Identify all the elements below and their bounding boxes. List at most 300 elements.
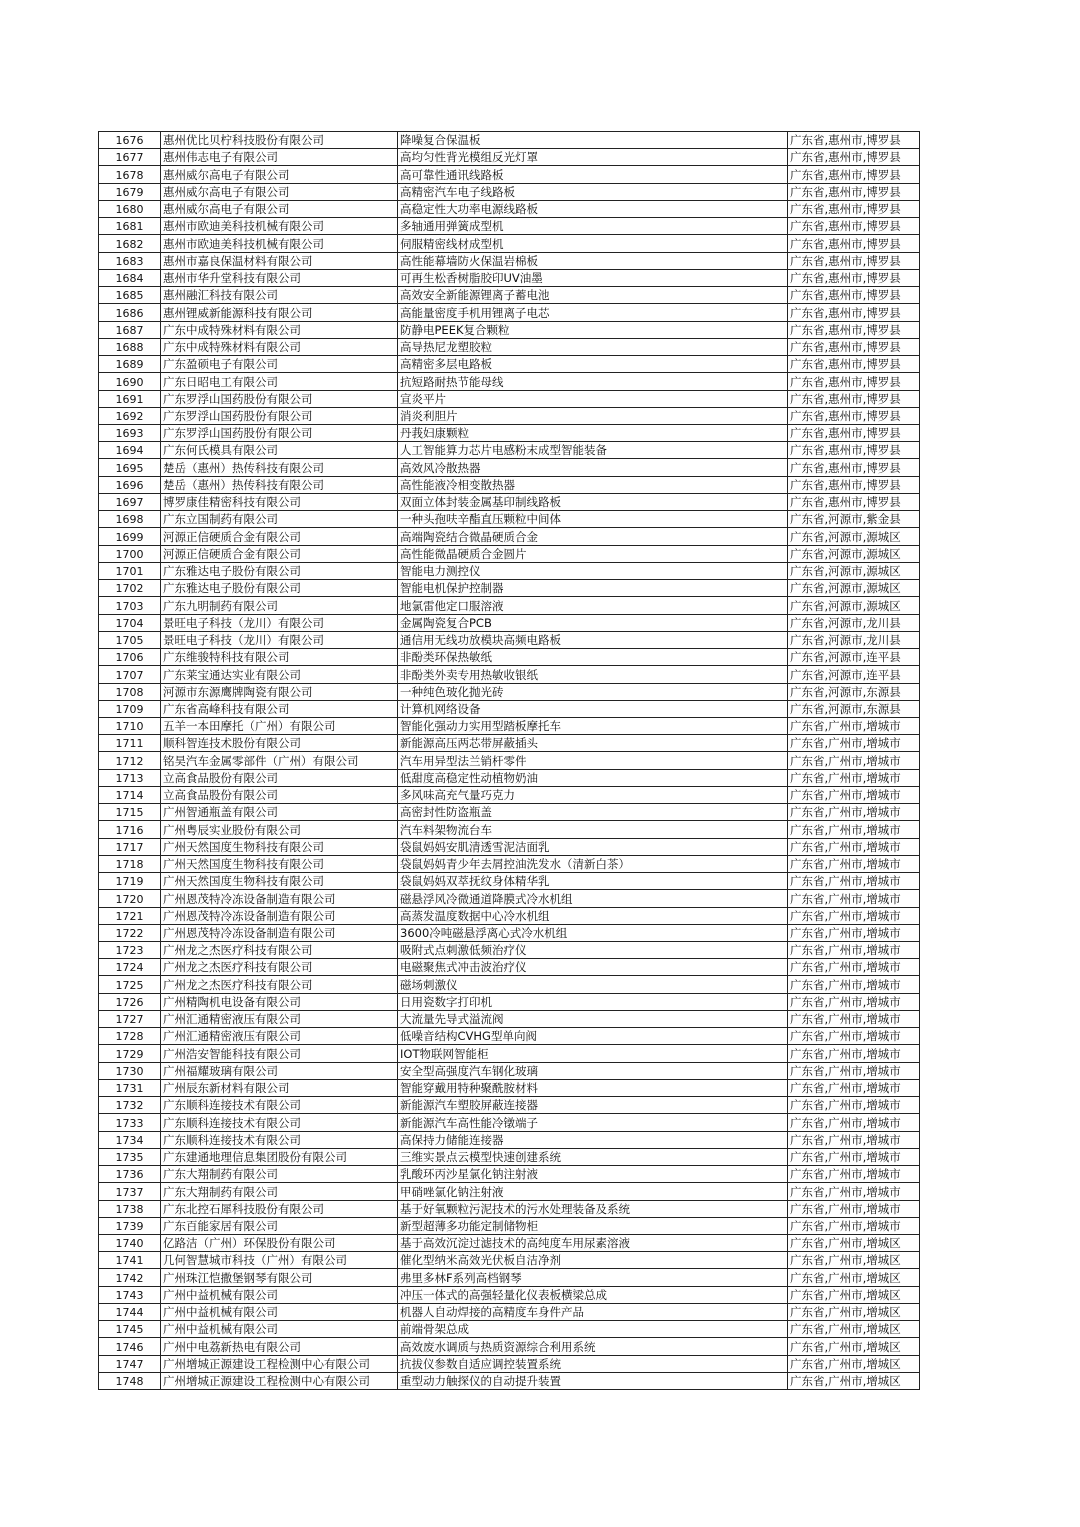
location-cell: 广东省,河源市,东源县 xyxy=(788,683,920,700)
row-number-cell: 1730 xyxy=(99,1062,161,1079)
table-row xyxy=(99,1131,920,1148)
table-row xyxy=(99,200,920,217)
table-row xyxy=(99,855,920,872)
product-name-cell: 基于高效沉淀过滤技术的高纯度车用尿素溶液 xyxy=(398,1235,788,1252)
product-name-cell: 非酚类环保热敏纸 xyxy=(398,649,788,666)
row-number-cell: 1687 xyxy=(99,321,161,338)
table-row xyxy=(99,1355,920,1372)
location-cell: 广东省,广州市,增城区 xyxy=(788,1269,920,1286)
location-cell: 广东省,广州市,增城市 xyxy=(788,786,920,803)
row-number-cell: 1690 xyxy=(99,373,161,390)
table-row xyxy=(99,769,920,786)
table-row xyxy=(99,1045,920,1062)
location-cell: 广东省,广州市,增城市 xyxy=(788,717,920,734)
company-name-cell: 博罗康佳精密科技有限公司 xyxy=(161,493,398,510)
company-name-cell: 广东大翔制药有限公司 xyxy=(161,1183,398,1200)
row-number-cell: 1688 xyxy=(99,338,161,355)
product-name-cell: 机器人自动焊接的高精度车身件产品 xyxy=(398,1303,788,1320)
table-row xyxy=(99,373,920,390)
product-name-cell: 日用瓷数字打印机 xyxy=(398,993,788,1010)
row-number-cell: 1710 xyxy=(99,717,161,734)
company-name-cell: 广东顺科连接技术有限公司 xyxy=(161,1131,398,1148)
company-name-cell: 广东维骏特科技有限公司 xyxy=(161,649,398,666)
row-number-cell: 1713 xyxy=(99,769,161,786)
table-row xyxy=(99,1010,920,1027)
row-number-cell: 1735 xyxy=(99,1148,161,1165)
product-name-cell: 汽车用异型法兰销杆零件 xyxy=(398,752,788,769)
row-number-cell: 1743 xyxy=(99,1286,161,1303)
company-name-cell: 楚岳（惠州）热传科技有限公司 xyxy=(161,476,398,493)
company-name-cell: 景旺电子科技（龙川）有限公司 xyxy=(161,631,398,648)
row-number-cell: 1744 xyxy=(99,1303,161,1320)
row-number-cell: 1693 xyxy=(99,424,161,441)
location-cell: 广东省,河源市,连平县 xyxy=(788,666,920,683)
row-number-cell: 1681 xyxy=(99,218,161,235)
row-number-cell: 1733 xyxy=(99,1114,161,1131)
location-cell: 广东省,河源市,源城区 xyxy=(788,580,920,597)
product-name-cell: 一种纯色玻化抛光砖 xyxy=(398,683,788,700)
row-number-cell: 1716 xyxy=(99,821,161,838)
location-cell: 广东省,广州市,增城市 xyxy=(788,1079,920,1096)
table-row xyxy=(99,459,920,476)
company-name-cell: 惠州威尔高电子有限公司 xyxy=(161,200,398,217)
row-number-cell: 1689 xyxy=(99,356,161,373)
product-name-cell: 非酚类外卖专用热敏收银纸 xyxy=(398,666,788,683)
table-row xyxy=(99,287,920,304)
company-name-cell: 惠州市华升堂科技有限公司 xyxy=(161,269,398,286)
row-number-cell: 1731 xyxy=(99,1079,161,1096)
company-name-cell: 广东罗浮山国药股份有限公司 xyxy=(161,424,398,441)
product-name-cell: 高效废水调质与热质资源综合利用系统 xyxy=(398,1338,788,1355)
row-number-cell: 1700 xyxy=(99,545,161,562)
row-number-cell: 1703 xyxy=(99,597,161,614)
location-cell: 广东省,惠州市,博罗县 xyxy=(788,424,920,441)
row-number-cell: 1748 xyxy=(99,1372,161,1389)
row-number-cell: 1732 xyxy=(99,1097,161,1114)
location-cell: 广东省,广州市,增城市 xyxy=(788,1200,920,1217)
row-number-cell: 1678 xyxy=(99,166,161,183)
product-name-cell: 双面立体封装金属基印制线路板 xyxy=(398,493,788,510)
table-row xyxy=(99,683,920,700)
row-number-cell: 1705 xyxy=(99,631,161,648)
product-name-cell: 高密封性防盗瓶盖 xyxy=(398,804,788,821)
table-row xyxy=(99,804,920,821)
product-name-cell: 高精密多层电路板 xyxy=(398,356,788,373)
product-name-cell: 抗拔仪参数自适应调控装置系统 xyxy=(398,1355,788,1372)
product-name-cell: IOT物联网智能柜 xyxy=(398,1045,788,1062)
row-number-cell: 1679 xyxy=(99,183,161,200)
company-name-cell: 立高食品股份有限公司 xyxy=(161,769,398,786)
table-row xyxy=(99,752,920,769)
row-number-cell: 1712 xyxy=(99,752,161,769)
location-cell: 广东省,广州市,增城市 xyxy=(788,1062,920,1079)
table-row xyxy=(99,269,920,286)
table-row xyxy=(99,1079,920,1096)
product-name-cell: 智能电力测控仪 xyxy=(398,562,788,579)
table-row xyxy=(99,924,920,941)
row-number-cell: 1708 xyxy=(99,683,161,700)
location-cell: 广东省,广州市,增城市 xyxy=(788,1028,920,1045)
row-number-cell: 1719 xyxy=(99,873,161,890)
table-row xyxy=(99,597,920,614)
location-cell: 广东省,广州市,增城市 xyxy=(788,907,920,924)
company-name-cell: 广东中成特殊材料有限公司 xyxy=(161,321,398,338)
company-name-cell: 惠州威尔高电子有限公司 xyxy=(161,183,398,200)
company-name-cell: 广东雅达电子股份有限公司 xyxy=(161,580,398,597)
table-row xyxy=(99,838,920,855)
product-name-cell: 高性能微晶硬质合金圆片 xyxy=(398,545,788,562)
product-name-cell: 高效风冷散热器 xyxy=(398,459,788,476)
company-name-cell: 五羊一本田摩托（广州）有限公司 xyxy=(161,717,398,734)
company-name-cell: 惠州伟志电子有限公司 xyxy=(161,149,398,166)
location-cell: 广东省,河源市,东源县 xyxy=(788,700,920,717)
product-name-cell: 高端陶瓷结合微晶硬质合金 xyxy=(398,528,788,545)
table-row xyxy=(99,976,920,993)
row-number-cell: 1685 xyxy=(99,287,161,304)
row-number-cell: 1718 xyxy=(99,855,161,872)
table-row xyxy=(99,1183,920,1200)
location-cell: 广东省,惠州市,博罗县 xyxy=(788,287,920,304)
company-name-cell: 惠州融汇科技有限公司 xyxy=(161,287,398,304)
location-cell: 广东省,惠州市,博罗县 xyxy=(788,269,920,286)
company-name-cell: 广州龙之杰医疗科技有限公司 xyxy=(161,942,398,959)
location-cell: 广东省,广州市,增城区 xyxy=(788,1321,920,1338)
location-cell: 广东省,惠州市,博罗县 xyxy=(788,338,920,355)
product-name-cell: 甲硝唑氯化钠注射液 xyxy=(398,1183,788,1200)
location-cell: 广东省,河源市,连平县 xyxy=(788,649,920,666)
row-number-cell: 1740 xyxy=(99,1235,161,1252)
table-row xyxy=(99,166,920,183)
location-cell: 广东省,广州市,增城市 xyxy=(788,873,920,890)
location-cell: 广东省,惠州市,博罗县 xyxy=(788,183,920,200)
company-name-cell: 广州龙之杰医疗科技有限公司 xyxy=(161,976,398,993)
table-row xyxy=(99,666,920,683)
table-row xyxy=(99,631,920,648)
row-number-cell: 1741 xyxy=(99,1252,161,1269)
company-name-cell: 惠州市嘉良保温材料有限公司 xyxy=(161,252,398,269)
table-row xyxy=(99,218,920,235)
product-name-cell: 吸附式点刺激低频治疗仪 xyxy=(398,942,788,959)
company-name-cell: 广东莱宝通达实业有限公司 xyxy=(161,666,398,683)
table-row xyxy=(99,338,920,355)
product-name-cell: 重型动力触探仪的自动提升装置 xyxy=(398,1372,788,1389)
row-number-cell: 1722 xyxy=(99,924,161,941)
table-row xyxy=(99,580,920,597)
product-name-cell: 抗短路耐热节能母线 xyxy=(398,373,788,390)
company-name-cell: 广东大翔制药有限公司 xyxy=(161,1166,398,1183)
location-cell: 广东省,惠州市,博罗县 xyxy=(788,200,920,217)
location-cell: 广东省,惠州市,博罗县 xyxy=(788,493,920,510)
product-name-cell: 高稳定性大功率电源线路板 xyxy=(398,200,788,217)
product-name-cell: 弗里多林F系列高档钢琴 xyxy=(398,1269,788,1286)
company-name-cell: 广东盈硕电子有限公司 xyxy=(161,356,398,373)
location-cell: 广东省,惠州市,博罗县 xyxy=(788,149,920,166)
location-cell: 广东省,惠州市,博罗县 xyxy=(788,321,920,338)
table-row xyxy=(99,1217,920,1234)
table-row xyxy=(99,252,920,269)
company-name-cell: 惠州优比贝柠科技股份有限公司 xyxy=(161,132,398,149)
row-number-cell: 1729 xyxy=(99,1045,161,1062)
table-row xyxy=(99,1321,920,1338)
row-number-cell: 1715 xyxy=(99,804,161,821)
product-name-cell: 电磁聚焦式冲击波治疗仪 xyxy=(398,959,788,976)
product-name-cell: 地氯雷他定口服溶液 xyxy=(398,597,788,614)
location-cell: 广东省,广州市,增城区 xyxy=(788,1303,920,1320)
location-cell: 广东省,惠州市,博罗县 xyxy=(788,459,920,476)
company-name-cell: 广州汇通精密液压有限公司 xyxy=(161,1028,398,1045)
company-name-cell: 惠州市欧迪美科技机械有限公司 xyxy=(161,218,398,235)
company-name-cell: 广州辰东新材料有限公司 xyxy=(161,1079,398,1096)
company-name-cell: 广州精陶机电设备有限公司 xyxy=(161,993,398,1010)
location-cell: 广东省,广州市,增城市 xyxy=(788,942,920,959)
company-name-cell: 广州增城正源建设工程检测中心有限公司 xyxy=(161,1372,398,1389)
location-cell: 广东省,惠州市,博罗县 xyxy=(788,442,920,459)
row-number-cell: 1704 xyxy=(99,614,161,631)
table-row xyxy=(99,528,920,545)
company-name-cell: 广州恩茂特冷冻设备制造有限公司 xyxy=(161,924,398,941)
product-name-cell: 催化型纳米高效光伏板自洁净剂 xyxy=(398,1252,788,1269)
company-name-cell: 广州增城正源建设工程检测中心有限公司 xyxy=(161,1355,398,1372)
product-name-cell: 智能电机保护控制器 xyxy=(398,580,788,597)
product-name-cell: 新能源汽车高性能冷镦端子 xyxy=(398,1114,788,1131)
location-cell: 广东省,广州市,增城市 xyxy=(788,804,920,821)
table-row xyxy=(99,545,920,562)
company-name-cell: 惠州威尔高电子有限公司 xyxy=(161,166,398,183)
row-number-cell: 1697 xyxy=(99,493,161,510)
product-name-cell: 一种头孢呋辛酯直压颗粒中间体 xyxy=(398,511,788,528)
row-number-cell: 1714 xyxy=(99,786,161,803)
row-number-cell: 1676 xyxy=(99,132,161,149)
table-row xyxy=(99,649,920,666)
product-name-cell: 高效安全新能源锂离子蓄电池 xyxy=(398,287,788,304)
row-number-cell: 1739 xyxy=(99,1217,161,1234)
table-body xyxy=(99,132,920,1390)
table-row xyxy=(99,959,920,976)
table-row xyxy=(99,442,920,459)
table-row xyxy=(99,407,920,424)
row-number-cell: 1746 xyxy=(99,1338,161,1355)
table-row xyxy=(99,1148,920,1165)
row-number-cell: 1706 xyxy=(99,649,161,666)
table-row xyxy=(99,1166,920,1183)
row-number-cell: 1717 xyxy=(99,838,161,855)
company-name-cell: 广州汇通精密液压有限公司 xyxy=(161,1010,398,1027)
company-name-cell: 广州珠江恺撒堡钢琴有限公司 xyxy=(161,1269,398,1286)
row-number-cell: 1696 xyxy=(99,476,161,493)
location-cell: 广东省,广州市,增城区 xyxy=(788,1372,920,1389)
location-cell: 广东省,广州市,增城区 xyxy=(788,1338,920,1355)
company-name-cell: 广州粤辰实业股份有限公司 xyxy=(161,821,398,838)
company-name-cell: 广东雅达电子股份有限公司 xyxy=(161,562,398,579)
location-cell: 广东省,广州市,增城市 xyxy=(788,821,920,838)
company-name-cell: 广州龙之杰医疗科技有限公司 xyxy=(161,959,398,976)
company-name-cell: 亿路洁（广州）环保股份有限公司 xyxy=(161,1235,398,1252)
product-name-cell: 可再生松香树脂胶印UV油墨 xyxy=(398,269,788,286)
table-row xyxy=(99,424,920,441)
location-cell: 广东省,广州市,增城区 xyxy=(788,1286,920,1303)
row-number-cell: 1707 xyxy=(99,666,161,683)
row-number-cell: 1702 xyxy=(99,580,161,597)
table-row xyxy=(99,873,920,890)
row-number-cell: 1680 xyxy=(99,200,161,217)
table-row xyxy=(99,942,920,959)
product-name-cell: 磁悬浮风冷微通道降膜式冷水机组 xyxy=(398,890,788,907)
location-cell: 广东省,广州市,增城区 xyxy=(788,1235,920,1252)
company-name-cell: 广东顺科连接技术有限公司 xyxy=(161,1114,398,1131)
company-name-cell: 广东省高峰科技有限公司 xyxy=(161,700,398,717)
company-name-cell: 广州中益机械有限公司 xyxy=(161,1286,398,1303)
product-name-cell: 三维实景点云模型快速创建系统 xyxy=(398,1148,788,1165)
row-number-cell: 1709 xyxy=(99,700,161,717)
product-name-cell: 安全型高强度汽车钢化玻璃 xyxy=(398,1062,788,1079)
product-name-cell: 高保持力储能连接器 xyxy=(398,1131,788,1148)
product-name-cell: 人工智能算力芯片电感粉末成型智能装备 xyxy=(398,442,788,459)
company-name-cell: 河源正信硬质合金有限公司 xyxy=(161,545,398,562)
product-name-cell: 通信用无线功放模块高频电路板 xyxy=(398,631,788,648)
table-row xyxy=(99,907,920,924)
product-name-cell: 消炎利胆片 xyxy=(398,407,788,424)
product-name-cell: 袋鼠妈妈安肌清透雪泥洁面乳 xyxy=(398,838,788,855)
location-cell: 广东省,惠州市,博罗县 xyxy=(788,166,920,183)
table-row xyxy=(99,235,920,252)
location-cell: 广东省,惠州市,博罗县 xyxy=(788,407,920,424)
location-cell: 广东省,广州市,增城区 xyxy=(788,1355,920,1372)
location-cell: 广东省,惠州市,博罗县 xyxy=(788,132,920,149)
company-name-cell: 广东建通地理信息集团股份有限公司 xyxy=(161,1148,398,1165)
table-row xyxy=(99,821,920,838)
row-number-cell: 1737 xyxy=(99,1183,161,1200)
row-number-cell: 1726 xyxy=(99,993,161,1010)
product-name-cell: 袋鼠妈妈青少年去屑控油洗发水（清新白茶） xyxy=(398,855,788,872)
table-row xyxy=(99,1062,920,1079)
product-name-cell: 前端骨架总成 xyxy=(398,1321,788,1338)
location-cell: 广东省,广州市,增城市 xyxy=(788,1217,920,1234)
product-name-cell: 智能穿戴用特种聚酰胺材料 xyxy=(398,1079,788,1096)
product-list-table xyxy=(98,131,920,1390)
row-number-cell: 1682 xyxy=(99,235,161,252)
location-cell: 广东省,惠州市,博罗县 xyxy=(788,390,920,407)
table-row xyxy=(99,614,920,631)
location-cell: 广东省,惠州市,博罗县 xyxy=(788,235,920,252)
table-row xyxy=(99,1269,920,1286)
product-name-cell: 多风味高充气量巧克力 xyxy=(398,786,788,803)
table-row xyxy=(99,511,920,528)
row-number-cell: 1695 xyxy=(99,459,161,476)
company-name-cell: 广东罗浮山国药股份有限公司 xyxy=(161,407,398,424)
company-name-cell: 广州恩茂特冷冻设备制造有限公司 xyxy=(161,907,398,924)
row-number-cell: 1677 xyxy=(99,149,161,166)
product-name-cell: 金属陶瓷复合PCB xyxy=(398,614,788,631)
product-name-cell: 基于好氧颗粒污泥技术的污水处理装备及系统 xyxy=(398,1200,788,1217)
product-name-cell: 多轴通用弹簧成型机 xyxy=(398,218,788,235)
location-cell: 广东省,广州市,增城市 xyxy=(788,752,920,769)
company-name-cell: 广州浩安智能科技有限公司 xyxy=(161,1045,398,1062)
product-name-cell: 伺服精密线材成型机 xyxy=(398,235,788,252)
row-number-cell: 1683 xyxy=(99,252,161,269)
product-name-cell: 新能源高压两芯带屏蔽插头 xyxy=(398,735,788,752)
location-cell: 广东省,广州市,增城市 xyxy=(788,924,920,941)
row-number-cell: 1694 xyxy=(99,442,161,459)
location-cell: 广东省,广州市,增城市 xyxy=(788,1097,920,1114)
row-number-cell: 1711 xyxy=(99,735,161,752)
row-number-cell: 1723 xyxy=(99,942,161,959)
product-name-cell: 冲压一体式的高强轻量化仪表板横梁总成 xyxy=(398,1286,788,1303)
row-number-cell: 1692 xyxy=(99,407,161,424)
company-name-cell: 河源正信硬质合金有限公司 xyxy=(161,528,398,545)
table-row xyxy=(99,562,920,579)
product-name-cell: 磁场刺激仪 xyxy=(398,976,788,993)
location-cell: 广东省,广州市,增城市 xyxy=(788,735,920,752)
location-cell: 广东省,河源市,源城区 xyxy=(788,528,920,545)
table-row xyxy=(99,1028,920,1045)
location-cell: 广东省,广州市,增城市 xyxy=(788,1010,920,1027)
product-name-cell: 宣炎平片 xyxy=(398,390,788,407)
product-name-cell: 汽车料架物流台车 xyxy=(398,821,788,838)
row-number-cell: 1691 xyxy=(99,390,161,407)
table-row xyxy=(99,149,920,166)
location-cell: 广东省,河源市,源城区 xyxy=(788,597,920,614)
table-row xyxy=(99,1235,920,1252)
table-row xyxy=(99,390,920,407)
table-row xyxy=(99,1372,920,1389)
table-row xyxy=(99,1252,920,1269)
company-name-cell: 广东百能家居有限公司 xyxy=(161,1217,398,1234)
product-name-cell: 降噪复合保温板 xyxy=(398,132,788,149)
table-row xyxy=(99,1338,920,1355)
product-name-cell: 乳酸环丙沙星氯化钠注射液 xyxy=(398,1166,788,1183)
table-row xyxy=(99,1200,920,1217)
location-cell: 广东省,惠州市,博罗县 xyxy=(788,476,920,493)
row-number-cell: 1734 xyxy=(99,1131,161,1148)
company-name-cell: 景旺电子科技（龙川）有限公司 xyxy=(161,614,398,631)
table-row xyxy=(99,700,920,717)
company-name-cell: 广东中成特殊材料有限公司 xyxy=(161,338,398,355)
table-row xyxy=(99,493,920,510)
product-name-cell: 丹莪妇康颗粒 xyxy=(398,424,788,441)
company-name-cell: 几何智慧城市科技（广州）有限公司 xyxy=(161,1252,398,1269)
company-name-cell: 广东日昭电工有限公司 xyxy=(161,373,398,390)
location-cell: 广东省,广州市,增城市 xyxy=(788,1131,920,1148)
location-cell: 广东省,惠州市,博罗县 xyxy=(788,218,920,235)
table-row xyxy=(99,1303,920,1320)
location-cell: 广东省,惠州市,博罗县 xyxy=(788,252,920,269)
product-name-cell: 低噪音结构CVHG型单向阀 xyxy=(398,1028,788,1045)
row-number-cell: 1701 xyxy=(99,562,161,579)
product-name-cell: 高能量密度手机用锂离子电芯 xyxy=(398,304,788,321)
location-cell: 广东省,广州市,增城市 xyxy=(788,890,920,907)
table-row xyxy=(99,1097,920,1114)
company-name-cell: 河源市东源鹰牌陶瓷有限公司 xyxy=(161,683,398,700)
company-name-cell: 广州恩茂特冷冻设备制造有限公司 xyxy=(161,890,398,907)
row-number-cell: 1745 xyxy=(99,1321,161,1338)
location-cell: 广东省,广州市,增城市 xyxy=(788,959,920,976)
table-row xyxy=(99,890,920,907)
company-name-cell: 广州天然国度生物科技有限公司 xyxy=(161,873,398,890)
location-cell: 广东省,广州市,增城市 xyxy=(788,855,920,872)
product-name-cell: 高导热尼龙塑胶粒 xyxy=(398,338,788,355)
company-name-cell: 广州天然国度生物科技有限公司 xyxy=(161,838,398,855)
row-number-cell: 1736 xyxy=(99,1166,161,1183)
location-cell: 广东省,河源市,紫金县 xyxy=(788,511,920,528)
table-row xyxy=(99,993,920,1010)
company-name-cell: 广东九明制药有限公司 xyxy=(161,597,398,614)
product-name-cell: 3600冷吨磁悬浮离心式冷水机组 xyxy=(398,924,788,941)
company-name-cell: 广州中益机械有限公司 xyxy=(161,1321,398,1338)
company-name-cell: 广东何氏模具有限公司 xyxy=(161,442,398,459)
company-name-cell: 广东顺科连接技术有限公司 xyxy=(161,1097,398,1114)
location-cell: 广东省,广州市,增城市 xyxy=(788,769,920,786)
product-name-cell: 新能源汽车塑胶屏蔽连接器 xyxy=(398,1097,788,1114)
